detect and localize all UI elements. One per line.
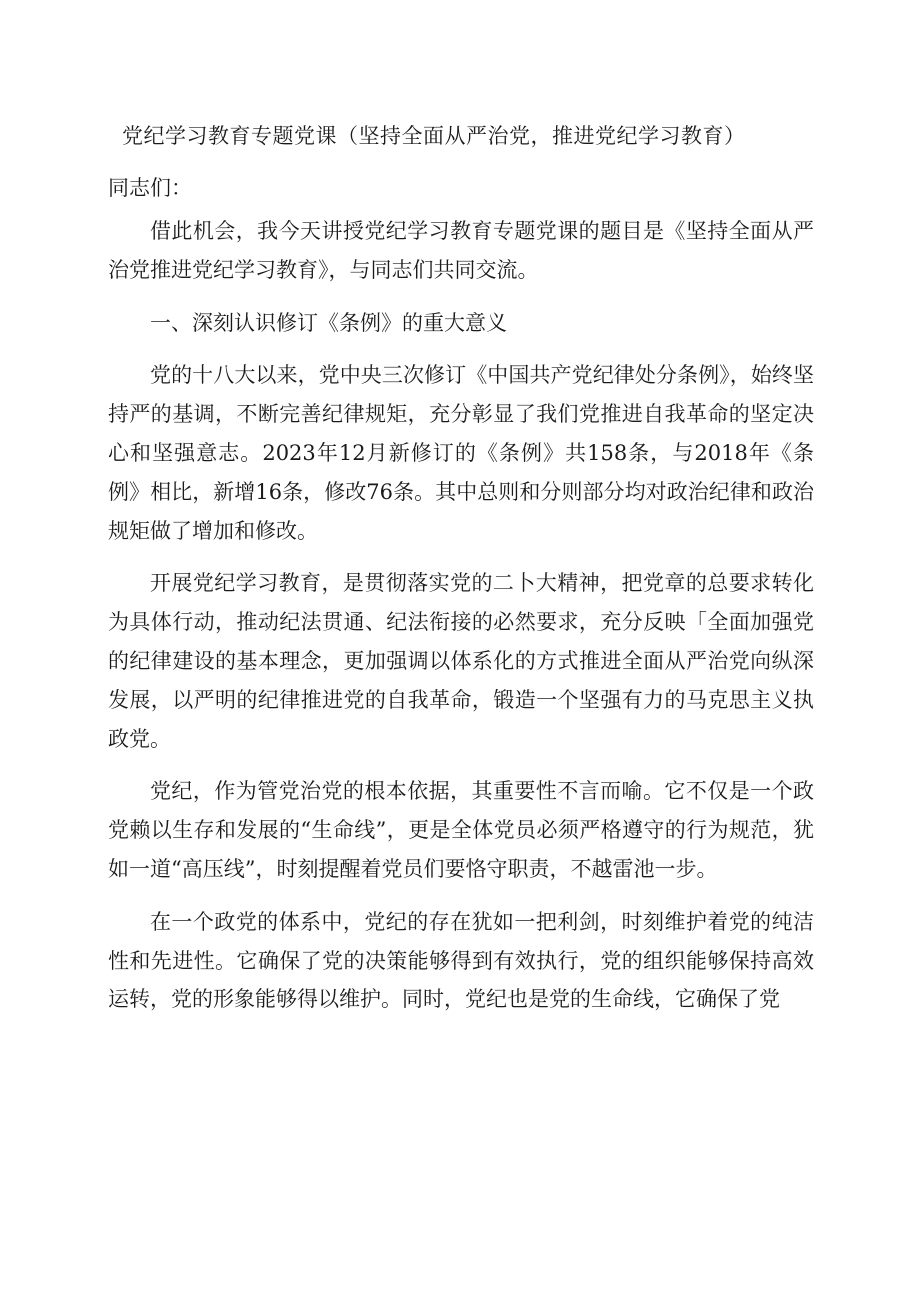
document-title: 党纪学习教育专题党课（坚持全面从严治党，推进党纪学习教育）: [122, 124, 746, 148]
paragraph: 党的十八大以来，党中央三次修订《中国共产党纪律处分条例》，始终坚持严的基调，不断完善纪律规矩，充分彰显了我们党推进自我革命的坚定决心和坚强意志。2023年12月新修订的《条例》共158条，与2018年《条例》相比，新增16条，修改76条。其中总则和分则部分均对政治纪律和政治规矩做了增加和修改。: [108, 363, 814, 543]
paragraph: 在一个政党的体系中，党纪的存在犹如一把利剑，时刻维护着党的纯洁性和先进性。它确保了党的决策能够得到有效执行，党的组织能够保持高效运转，党的形象能够得以维护。同时，党纪也是党的生命线，它确保了党: [108, 909, 814, 1012]
paragraph: 开展党纪学习教育，是贯彻落实党的二卜大精神，把党章的总要求转化为具体行动，推动纪法贯通、纪法衔接的必然要求，充分反映「全面加强党的纪律建设的基本理念，更加强调以体系化的方式推进全面从严治党向纵深发展，以严明的纪律推进党的自我革命，锻造一个坚强有力的马克思主义执政党。: [108, 571, 814, 751]
document-body: [108, 212, 814, 1033]
paragraph-intro: 借此机会，我今天讲授党纪学习教育专题党课的题目是《坚持全面从严治党推进党纪学习教育》，与同志们共同交流。: [108, 219, 814, 282]
section-heading: 一、深刻认识修订《条例》的重大意义: [150, 310, 507, 335]
salutation: 同志们：: [108, 176, 192, 200]
paragraph: 党纪，作为管党治党的根本依据，其重要性不言而喻。它不仅是一个政党赖以生存和发展的“生命线”，更是全体党员必须严格遵守的行为规范，犹如一道“高压线”，时刻提醒着党员们要恪守职责，不越雷池一步。: [108, 779, 814, 881]
